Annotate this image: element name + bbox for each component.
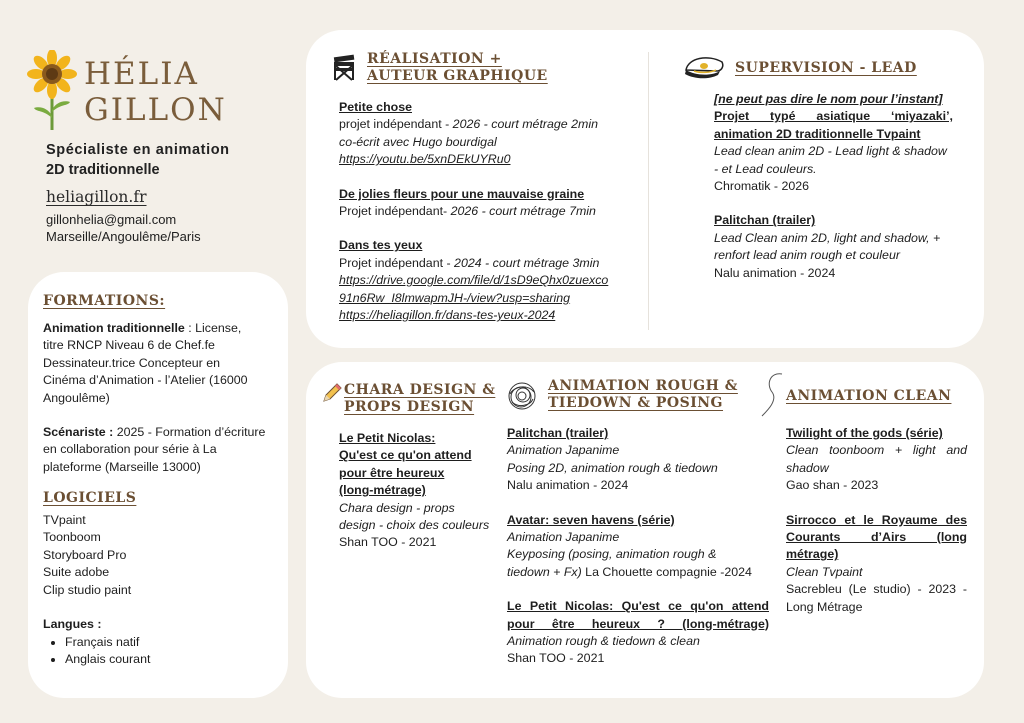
rough-entries: Palitchan (trailer) Animation Japanime Posing 2D, animation rough & tiedown Nalu animation - 2024 Avatar: seven havens (série) Animation Japanime Keyposing (posing, animation rough & tiedown + Fx) La Chouette compagnie -2024 Le Petit Nicolas: Qu'est ce qu'on attend pour être heureux ? (long-métrage) Animation rough & tiedown & clean Shan TOO - 2021 (507, 426, 769, 666)
clean-title: ANIMATION CLEAN (786, 388, 952, 404)
chara-entries: Le Petit Nicolas: Qu'est ce qu'on attend pour être heureux (long-métrage) Chara design - props design - choix des couleurs Shan TOO - 2021 (339, 431, 490, 550)
email[interactable]: gillonhelia@gmail.com (46, 212, 177, 227)
list-item: • Anglais courant (65, 651, 150, 668)
subtitle: Spécialiste en animation 2D traditionnelle (46, 142, 230, 178)
scribble-icon (506, 380, 538, 412)
captain-hat-icon (682, 52, 726, 82)
line-stroke-icon (756, 370, 786, 420)
divider (648, 52, 649, 330)
list-item: Suite adobe (43, 565, 110, 580)
formation-item: Animation traditionnelle : License, titre RNCP Niveau 6 de Chef.fe Dessinateur.trice Concepteur en Cinéma d’Animation - l’Atelier (16000 Angoulême) (43, 321, 248, 405)
list-item: TVpaint (43, 513, 86, 527)
clean-entries: Twilight of the gods (série) Clean toonboom + light and shadow Gao shan - 2023 Sirrocco et le Royaume des Courants d’Airs (long métrage) Clean Tvpaint Sacrebleu (Le studio) - 2023 - Long Métrage (786, 426, 967, 614)
langues-title: Langues : (43, 617, 102, 631)
pencil-icon (321, 382, 343, 404)
chara-title: CHARA DESIGN & PROPS DESIGN (344, 382, 496, 415)
list-item: • Français natif (65, 634, 150, 651)
logiciels-title: LOGICIELS (43, 490, 137, 506)
list-item: Clip studio paint (43, 582, 132, 597)
formations-title: FORMATIONS: (43, 293, 166, 309)
list-item: Toonboom (43, 530, 101, 545)
supervision-title: SUPERVISION - LEAD (735, 60, 917, 76)
realisation-title: RÉALISATION + AUTEUR GRAPHIQUE (367, 51, 548, 84)
website-link[interactable]: heliagillon.fr (46, 188, 147, 206)
last-name: GILLON (84, 92, 227, 128)
drive-link[interactable]: https://drive.google.com/file/d/1sD9eQhx0zuexco (339, 273, 609, 288)
supervision-entries: [ne peut pas dire le nom pour l’instant] Projet typé asiatique ‘miyazaki’, animation 2D traditionnelle Tvpaint Lead clean anim 2D - Lead light & shadow - et Lead couleurs. Chromatik - 2026 Palitchan (trailer) Lead Clean anim 2D, light and shadow, + renfort lead anim rough et couleur Nalu animation - 2024 (714, 92, 953, 280)
rough-title: ANIMATION ROUGH & TIEDOWN & POSING (548, 378, 738, 411)
youtube-link[interactable]: https://youtu.be/5xnDEkUYRu0 (339, 152, 511, 167)
location: Marseille/Angoulême/Paris (46, 229, 201, 244)
drive-link[interactable]: 91n6Rw_I8lmwapmJH-/view?usp=sharing (339, 290, 571, 305)
realisation-entries: Petite chose projet indépendant - 2026 - court métrage 2min co-écrit avec Hugo bourdigal https://youtu.be/5xnDEkUYRu0 De jolies fleurs pour une mauvaise graine Projet indépendant- 2026 - court métrage 7min Dans tes yeux Projet indépendant - 2024 - court métrage 3min https://drive.google.com/file/d/1sD9eQhx0zuexco 91n6Rw_I8lmwapmJH-/view?usp=sharing https://heliagillon.fr/dans-tes-yeux-2024 (339, 99, 639, 324)
langues-list (43, 634, 150, 669)
director-chair-icon (330, 54, 358, 82)
formation-item: Scénariste : 2025 - Formation d’écriture en collaboration pour série à La plateforme (Marseille 13000) (43, 425, 266, 474)
sunflower-icon (26, 50, 78, 132)
first-name: HÉLIA (84, 56, 199, 92)
website-project-link[interactable]: https://heliagillon.fr/dans-tes-yeux-2024 (339, 308, 556, 323)
logiciels-list (43, 512, 131, 599)
list-item: Storyboard Pro (43, 547, 127, 562)
